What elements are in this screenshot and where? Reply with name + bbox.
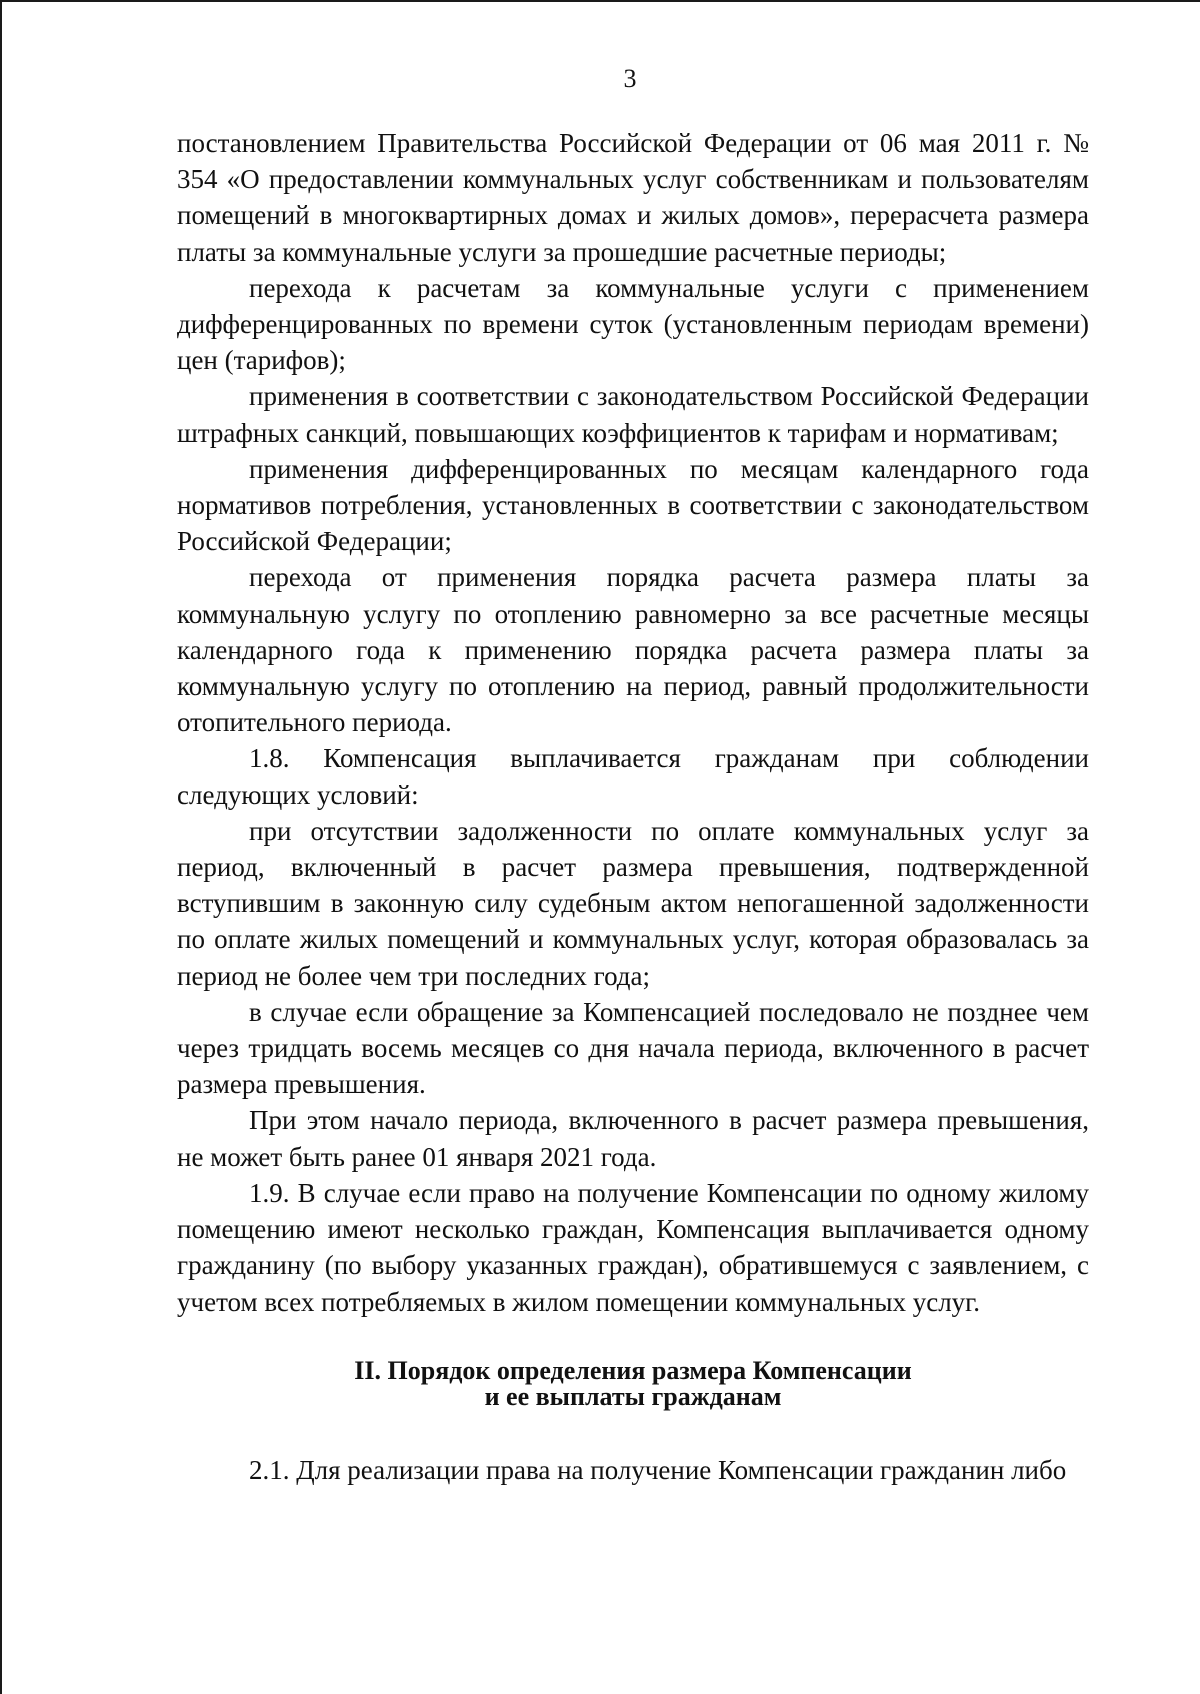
paragraph-4: применения дифференцированных по месяцам календарного года нормативов потребления, установленных в соответствии с законодательством Российской Федерации; bbox=[177, 453, 1089, 557]
document-body bbox=[177, 125, 1089, 1488]
section-heading-line-2: и ее выплаты гражданам bbox=[484, 1381, 782, 1411]
paragraph-2: перехода к расчетам за коммунальные услуги с применением дифференцированных по времени суток (установленным периодам времени) цен (тарифов); bbox=[177, 272, 1089, 376]
section-heading-line-1: II. Порядок определения размера Компенсации bbox=[354, 1355, 912, 1385]
page-number: 3 bbox=[623, 64, 637, 93]
paragraph-condition-2: в случае если обращение за Компенсацией последовало не позднее чем через тридцать восемь месяцев со дня начала периода, включенного в расчет размера превышения. bbox=[177, 996, 1089, 1100]
paragraph-1-8: 1.8. Компенсация выплачивается гражданам при соблюдении следующих условий: bbox=[177, 743, 1089, 810]
paragraph-period-start: При этом начало периода, включенного в расчет размера превышения, не может быть ранее 01 января 2021 года. bbox=[177, 1105, 1089, 1172]
paragraph-1: постановлением Правительства Российской Федерации от 06 мая 2011 г. № 354 «О предоставлении коммунальных услуг собственникам и пользователям помещений в многоквартирных домах и жилых домов», перерасчета размера платы за коммунальные услуги за прошедшие расчетные периоды; bbox=[177, 128, 1089, 267]
paragraph-condition-1: при отсутствии задолженности по оплате коммунальных услуг за период, включенный в расчет размера превышения, подтвержденной вступившим в законную силу судебным актом непогашенной задолженности по оплате жилых помещений и коммунальных услуг, которая образовалась за период не более чем три последних года; bbox=[177, 815, 1089, 991]
paragraph-1-9: 1.9. В случае если право на получение Компенсации по одному жилому помещению имеют несколько граждан, Компенсация выплачивается одному гражданину (по выбору указанных граждан), обратившемуся с заявлением, с учетом всех потребляемых в жилом помещении коммунальных услуг. bbox=[177, 1177, 1089, 1317]
section-heading bbox=[177, 1355, 1089, 1411]
paragraph-2-1: 2.1. Для реализации права на получение Компенсации гражданин либо bbox=[249, 1454, 1067, 1485]
paragraph-3: применения в соответствии с законодательством Российской Федерации штрафных санкций, повышающих коэффициентов к тарифам и нормативам; bbox=[177, 381, 1089, 448]
paragraph-5: перехода от применения порядка расчета размера платы за коммунальную услугу по отоплению равномерно за все расчетные месяцы календарного года к применению порядка расчета размера платы за коммунальную услугу по отоплению на период, равный продолжительности отопительного периода. bbox=[177, 562, 1089, 738]
